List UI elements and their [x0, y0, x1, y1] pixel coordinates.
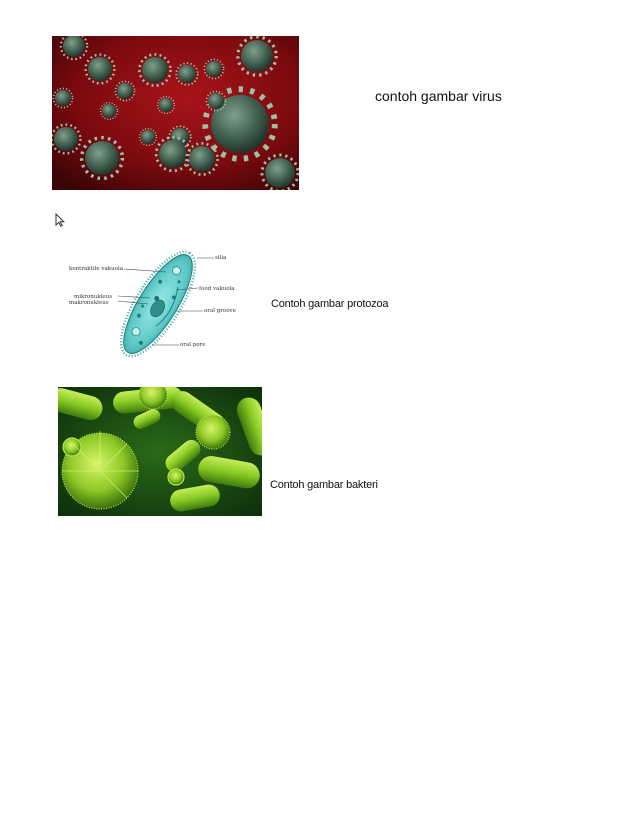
- label-oral-pore: oral pore: [180, 342, 206, 348]
- bacteria-image: [58, 387, 262, 516]
- label-oral-groove: oral groove: [204, 308, 236, 314]
- label-mikronukleus: mikronukleus: [74, 294, 113, 300]
- virus-image: [52, 36, 299, 190]
- mouse-pointer-icon: [55, 213, 65, 227]
- label-silia: silia: [215, 255, 227, 261]
- caption-bakteri: Contoh gambar bakteri: [270, 479, 378, 491]
- label-kontraktile-vakuola: kontraktile vakuola: [69, 266, 123, 272]
- label-food-vakuola: food vakuola: [199, 286, 235, 292]
- label-makronukleus: makronukleus: [69, 300, 109, 306]
- caption-virus: contoh gambar virus: [375, 88, 502, 104]
- protozoa-diagram: [66, 246, 261, 362]
- caption-protozoa: Contoh gambar protozoa: [271, 298, 389, 310]
